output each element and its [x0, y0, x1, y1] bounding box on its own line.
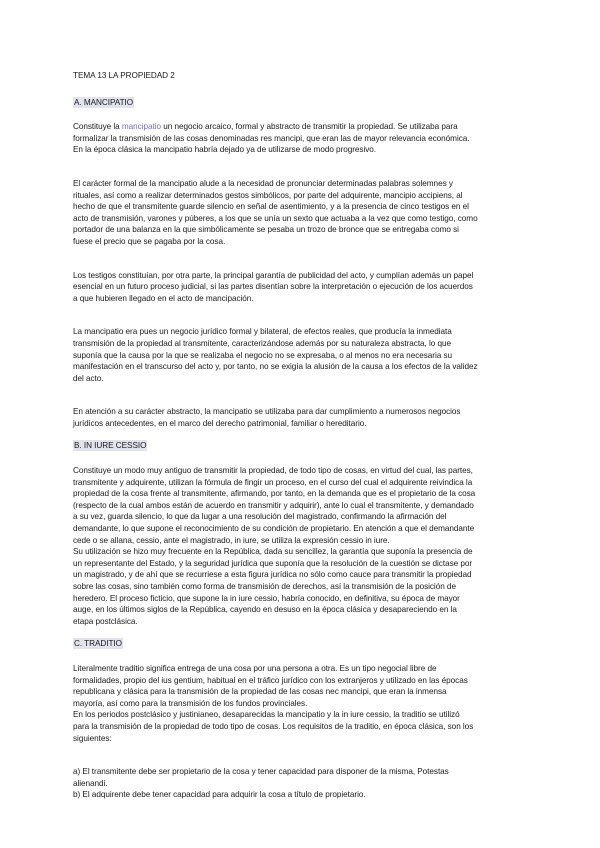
text-line: a que hubieren llegado en el acto de mancipación. [73, 293, 254, 303]
section-heading: A. MANCIPATIO [74, 97, 134, 107]
text-line: transmisión de la propiedad al transmitente, caracterizándose además por su naturaleza abstracta, lo que [73, 338, 452, 348]
paragraph [73, 663, 538, 744]
text-line: En los periodos postclásico y justinianeo, desaparecidas la mancipatio y la in iure cessio, la traditio se utilizó [73, 710, 460, 720]
text-line: formalidades, propio del ius gentium, habitual en el tráfico jurídico con los extranjeros y utilizado en las épocas [73, 675, 468, 685]
paragraph [73, 406, 538, 429]
text-line: un magistrado, y de ahí que se recurriese a esta figura jurídica no sólo como cauce para transmitir la propiedad [73, 570, 472, 580]
text-line: del acto. [73, 373, 104, 383]
text-line: hecho de que el transmitente guarde silencio en señal de asentimiento, y a la presencia de cinco testigos en el [73, 202, 469, 212]
text-line: Literalmente traditio significa entrega de una cosa por una persona a otra. Es un tipo negocial libre de [73, 663, 437, 673]
text-line: auge, en los últimos siglos de la República, cayendo en desuso en la época clásica y desapareciendo en la [73, 605, 457, 615]
section-in-iure-cessio [73, 440, 538, 627]
text-line: jurídicos antecedentes, en el marco del derecho patrimonial, familiar o hereditario. [73, 418, 367, 428]
text-line: rituales, así como a realizar determinados gestos simbólicos, por parte del adquirente, mancipio accipiens, al [73, 190, 463, 200]
text-line: manifestación en el transcurso del acto y, por tanto, no se exigía la alusión de la causa a los efectos de la validez [73, 362, 478, 372]
text-line: esencial en un futuro proceso judicial, si las partes disentían sobre la interpretación o ejecución de los acuerdos [73, 282, 473, 292]
document-title: TEMA 13 LA PROPIEDAD 2 [73, 71, 175, 80]
text-line: un representante del Estado, y la seguridad jurídica que suponía que la resolución de la cuestión se dictase por [73, 558, 473, 568]
section-traditio [73, 638, 538, 801]
section-heading: B. IN IURE CESSIO [74, 441, 147, 451]
text-line: sobre las cosas, sino también como forma de transmisión de derechos, así la transmisión de la posición de [73, 582, 456, 591]
text-line: propiedad de la cosa frente al transmitente, afirmando, por tanto, en la demanda que es el propietario de la cosa [73, 489, 476, 499]
text-line: portador de una balanza en la que simbólicamente se pesaba un trozo de bronce que se entregaba como si [73, 225, 459, 235]
section-mancipatio [73, 97, 538, 430]
text-line: Constituye un modo muy antiguo de transmitir la propiedad, de todo tipo de cosas, en virtud del cual, las partes, [73, 466, 473, 476]
text-line: transmitente y adquirente, utilizan la fórmula de fingir un proceso, en el curso del cual el adquirente reivindica la [73, 477, 473, 487]
text-line: Los testigos constituían, por otra parte, la principal garantía de publicidad del acto, y cumplían además un papel [73, 270, 474, 280]
text-line: siguientes: [73, 733, 112, 743]
mancipatio-link[interactable]: mancipatio [121, 122, 162, 132]
paragraph [73, 121, 538, 156]
paragraph [73, 178, 538, 248]
text-line: heredero. El proceso ficticio, que supone la in iure cessio, habría conocido, en definitiva, su época de mayor [73, 593, 460, 603]
text-line: En la época clásica la mancipatio habría dejado ya de utilizarse de modo progresivo. [73, 145, 377, 155]
text-line: republicana y clásica para la transmisión de la propiedad de las cosas nec mancipi, que eran la inmensa [73, 687, 447, 697]
text-line: a) El transmitente debe ser propietario de la cosa y tener capacidad para disponer de la misma, Potestas [73, 767, 449, 777]
paragraph [73, 270, 538, 305]
text-line: Constituye la mancipatio un negocio arcaico, formal y abstracto de transmitir la propiedad. Se utilizaba para [73, 122, 458, 132]
text-line: etapa postclásica. [73, 616, 138, 626]
text-line: mayoría, así como para la transmisión de los fundos provinciales. [73, 698, 308, 708]
section-heading: C. TRADITIO [74, 639, 122, 649]
text-line: demandante, lo que supone el reconocimiento de su condición de propietario. En atención a que el demandante [73, 524, 475, 534]
text-line: alienandi. [73, 778, 108, 788]
text-line: a su vez, guarda silencio, lo que da lugar a una resolución del magistrado, confirmando la afirmación del [73, 512, 447, 522]
text-line: acto de transmisión, varones y púberes, a los que se unía un sexto que actuaba a la vez que como testigo, como [73, 213, 478, 223]
text-line: El carácter formal de la mancipatio alude a la necesidad de pronunciar determinadas palabras solemnes y [73, 178, 453, 188]
text-line: formalizar la transmisión de las cosas denominadas res mancipi, que eran las de mayor relevancia económica. [73, 133, 470, 143]
text-line: (respecto de la cual ambos están de acuerdo en transmitir y adquirir), ante lo cual el transmitente, y demandado [73, 500, 474, 510]
paragraph [73, 326, 538, 384]
text-line: fuese el precio que se pagaba por la cosa. [73, 236, 226, 246]
text-line: b) El adquirente debe tener capacidad para adquirir la cosa a título de propietario. [73, 790, 366, 800]
text-line: para la transmisión de la propiedad de todo tipo de cosas. Los requisitos de la traditio, en época clásica, son los [73, 721, 474, 731]
text-line: cede o se allana, cessio, ante el magistrado, in iure, se utiliza la expresión cessio in iure. [73, 535, 390, 545]
paragraph [73, 465, 538, 627]
text-line: Su utilización se hizo muy frecuente en la República, dada su sencillez, la garantía que suponía la presencia de [73, 547, 473, 557]
paragraph [73, 766, 538, 801]
text-line: En atención a su carácter abstracto, la mancipatio se utilizaba para dar cumplimiento a numerosos negocios [73, 407, 461, 417]
text-line: suponía que la causa por la que se realizaba el negocio no se expresaba, o al menos no era necesaria su [73, 350, 453, 360]
text-line: La mancipatio era pues un negocio jurídico formal y bilateral, de efectos reales, que producía la inmediata [73, 327, 452, 337]
